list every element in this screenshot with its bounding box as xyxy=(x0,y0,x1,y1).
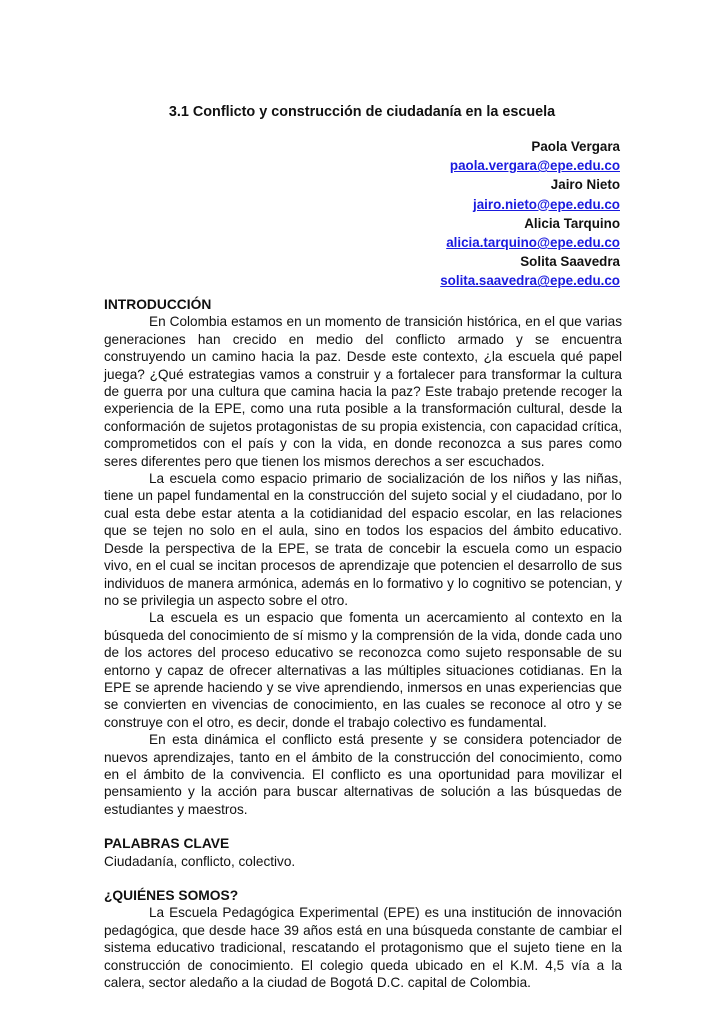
author-name: Jairo Nieto xyxy=(550,177,620,193)
keywords-heading: PALABRAS CLAVE xyxy=(104,836,230,852)
document-body xyxy=(104,296,622,991)
author-name: Solita Saavedra xyxy=(520,254,620,270)
intro-paragraph: La escuela es un espacio que fomenta un acercamiento al contexto en la búsqueda del conocimiento de sí mismo y la comprensión de la vida, donde cada uno de los actores del proceso educativo se reconozca como sujeto responsable de su entorno y capaz de ofrecer alternativas a las múltiples situaciones cotidianas. En la EPE se aprende haciendo y se vive aprendiendo, inmersos en unas experiencias que se convierten en vivencias de conocimiento, en las cuales se reconoce al otro y se construye con el otro, es decir, donde el trabajo colectivo es fundamental. xyxy=(104,610,622,730)
author-email-link[interactable]: jairo.nieto@epe.edu.co xyxy=(473,196,620,212)
about-paragraph: La Escuela Pedagógica Experimental (EPE) es una institución de innovación pedagógica, que desde hace 39 años está en una búsqueda constante de cambiar el sistema educativo tradicional, rescatando el protagonismo que el sujeto tiene en la construcción de conocimiento. El colegio queda ubicado en el K.M. 4,5 vía a la calera, sector aledaño a la ciudad de Bogotá D.C. capital de Colombia. xyxy=(104,905,622,991)
keywords-text: Ciudadanía, conflicto, colectivo. xyxy=(104,853,296,869)
intro-paragraph: En esta dinámica el conflicto está presente y se considera potenciador de nuevos aprendizajes, tanto en el ámbito de la construcción del conocimiento, como en el ámbito de la convivencia. El conflicto es una oportunidad para movilizar el pensamiento y la acción para buscar alternativas de solución a las búsquedas de estudiantes y maestros. xyxy=(104,732,622,817)
author-email-link[interactable]: alicia.tarquino@epe.edu.co xyxy=(446,235,620,251)
document-title: 3.1 Conflicto y construcción de ciudadanía en la escuela xyxy=(168,104,556,120)
author-name: Paola Vergara xyxy=(531,139,620,154)
author-email-link[interactable]: solita.saavedra@epe.edu.co xyxy=(440,273,620,289)
intro-paragraph: La escuela como espacio primario de socialización de los niños y las niñas, tiene un papel fundamental en la construcción del sujeto social y el ciudadano, por lo cual esta debe estar atenta a la cotidianidad del espacio escolar, en las relaciones que se tejen no solo en el aula, sino en todos los espacios del ámbito educativo. Desde la perspectiva de la EPE, se trata de concebir la escuela como un espacio vivo, en el cual se incitan procesos de aprendizaje que potencien el desarrollo de sus individuos de manera armónica, además en lo formativo y lo cognitivo se potencian, y no se privilegia un aspecto sobre el otro. xyxy=(104,471,622,608)
author-list xyxy=(220,137,620,291)
intro-heading: INTRODUCCIÓN xyxy=(104,297,212,312)
author-email-link[interactable]: paola.vergara@epe.edu.co xyxy=(449,158,620,174)
author-name: Alicia Tarquino xyxy=(524,215,620,231)
intro-paragraph: En Colombia estamos en un momento de transición histórica, en el que varias generaciones han crecido en medio del conflicto armado y se encuentra construyendo un camino hacia la paz. Desde este contexto, ¿la escuela qué papel juega? ¿Qué estrategias vamos a construir y a fortalecer para transformar la cultura de guerra por una cultura que camina hacia la paz? Este trabajo pretende recoger la experiencia de la EPE, como una ruta posible a la transformación cultural, desde la conformación de sujetos protagonistas de su propia existencia, con capacidad crítica, comprometidos con el país y con la vida, en donde reconozca a sus pares como seres diferentes pero que tienen los mismos derechos a ser escuchados. xyxy=(104,314,622,469)
section-spacer xyxy=(104,818,622,835)
about-heading: ¿QUIÉNES SOMOS? xyxy=(104,888,239,903)
section-spacer xyxy=(104,870,622,887)
